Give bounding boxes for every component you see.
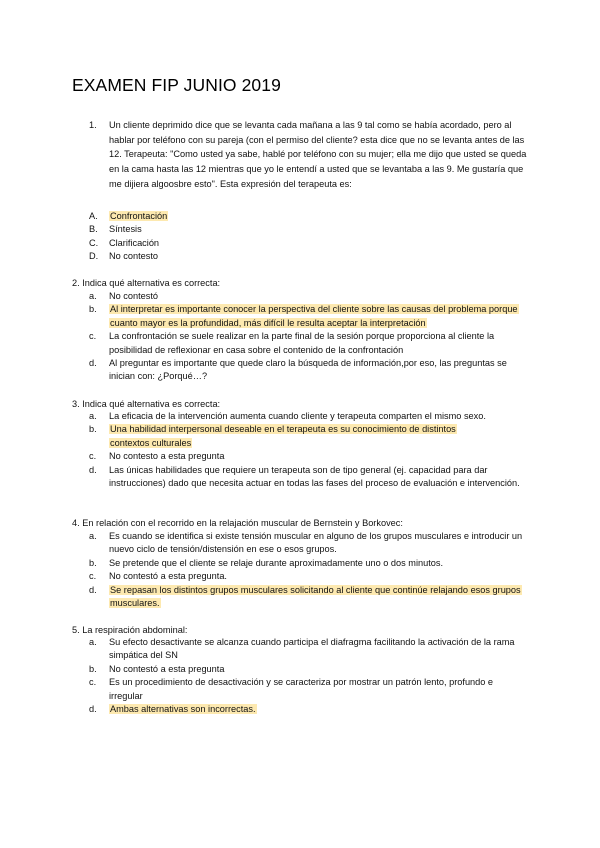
option-letter: B.: [89, 224, 98, 235]
option-letter: b.: [89, 424, 97, 435]
option-text: Confrontación: [110, 211, 168, 221]
option-d: [89, 703, 529, 716]
option-b: [89, 423, 529, 450]
option-text: Al interpretar es importante conocer la perspectiva del cliente sobre las causas del problema porque cuanto mayor es la profundidad, más difícil le resulta aceptar la interpretación: [110, 304, 518, 328]
option-letter: C.: [89, 237, 99, 248]
question-stem: Un cliente deprimido dice que se levanta cada mañana a las 9 tal como se había acordado, pero al hablar por teléfono con su pareja (con el permiso del cliente? esta dice que no se levanta antes de las 12. Terapeuta: "Como usted ya sabe, hablé por teléfono con su mujer; ella me dijo que usted se queda en la cama hasta las 12 mientras que yo le entendí a usted que se levantaba a las 9. Me gustaría que me dijiera algoosbre esto". Esta expresión del terapeuta es:: [109, 120, 527, 189]
option-letter: c.: [89, 571, 97, 582]
option-text: Una habilidad interpersonal deseable en el terapeuta es su conocimiento de distintos contextos culturales: [110, 424, 456, 448]
option-c: [89, 330, 529, 357]
option-letter: b.: [89, 557, 97, 568]
option-b: [89, 303, 529, 330]
option-text: Su efecto desactivante se alcanza cuando participa el diafragma facilitando la activación de la rama simpática del SN: [109, 637, 515, 661]
option-letter: a.: [89, 637, 97, 647]
option-letter: c.: [89, 451, 97, 462]
option-letter: d.: [89, 464, 97, 475]
option-text: No contestó a esta pregunta.: [109, 571, 227, 582]
option-text: Se repasan los distintos grupos musculares solicitando al cliente que continúe relajando esos grupos musculares.: [110, 584, 521, 609]
option-letter: c.: [89, 331, 97, 342]
option-letter: d.: [89, 584, 97, 595]
option-letter: D.: [89, 251, 99, 262]
option-c: [89, 570, 529, 583]
option-letter: b.: [89, 304, 97, 315]
option-text: Síntesis: [109, 224, 142, 235]
options-list: [89, 636, 529, 716]
option-text: Es cuando se identifica si existe tensión muscular en alguno de los grupos musculares e introducir un nuevo ciclo de tensión/distensión en ese o esos grupos.: [109, 531, 523, 555]
option-d: [89, 464, 529, 491]
option-text: Las únicas habilidades que requiere un terapeuta son de tipo general (ej. capacidad para dar instrucciones) dado que necesita actuar en todas las fases del proceso de evaluación e intervención.: [109, 464, 520, 489]
option-b: [89, 223, 529, 236]
options-list: [89, 210, 529, 264]
option-text: No contestó: [109, 291, 159, 301]
option-c: [89, 676, 529, 703]
option-letter: A.: [89, 211, 98, 221]
option-c: [89, 450, 529, 463]
option-letter: b.: [89, 663, 97, 674]
option-letter: a.: [89, 531, 97, 541]
option-d: [89, 584, 529, 611]
option-a: [89, 410, 529, 423]
option-text: Ambas alternativas son incorrectas.: [110, 704, 256, 715]
options-list: [89, 530, 529, 610]
option-a: [89, 530, 529, 557]
option-text: La eficacia de la intervención aumenta cuando cliente y terapeuta comparten el mismo sexo.: [109, 411, 486, 421]
option-text: Se pretende que el cliente se relaje durante aproximadamente uno o dos minutos.: [109, 557, 444, 568]
option-a: [89, 210, 529, 223]
option-text: Clarificación: [109, 237, 160, 248]
option-letter: a.: [89, 291, 97, 301]
question-number: 1.: [89, 120, 97, 130]
question-heading: 2. Indica qué alternativa es correcta:: [72, 278, 221, 288]
option-text: Al preguntar es importante que quede claro la búsqueda de información,por eso, las preguntas se inician con: ¿Porqué…?: [109, 358, 507, 382]
page-title: EXAMEN FIP JUNIO 2019: [72, 75, 281, 95]
option-c: [89, 237, 529, 250]
option-letter: a.: [89, 411, 97, 421]
option-letter: c.: [89, 677, 97, 688]
option-b: [89, 557, 529, 570]
option-a: [89, 636, 529, 663]
option-text: La confrontación se suele realizar en la parte final de la sesión porque proporciona al cliente la posibilidad de reflexionar en casa sobre el contenido de la confrontación: [109, 331, 495, 355]
option-d: [89, 250, 529, 263]
question-heading: 3. Indica qué alternativa es correcta:: [72, 399, 221, 409]
option-letter: d.: [89, 358, 97, 369]
option-text: Es un procedimiento de desactivación y se caracteriza por mostrar un patrón lento, profundo e irregular: [109, 677, 494, 701]
option-text: No contestó a esta pregunta: [109, 663, 225, 674]
option-b: [89, 663, 529, 676]
options-list: [89, 410, 529, 490]
option-text: No contesto: [109, 251, 159, 262]
question-heading: 4. En relación con el recorrido en la relajación muscular de Bernstein y Borkovec:: [72, 518, 403, 528]
option-d: [89, 357, 529, 384]
options-list: [89, 290, 529, 384]
question-heading: 5. La respiración abdominal:: [72, 625, 188, 635]
option-a: [89, 290, 529, 303]
option-text: No contesto a esta pregunta: [109, 451, 225, 462]
option-letter: d.: [89, 704, 97, 715]
